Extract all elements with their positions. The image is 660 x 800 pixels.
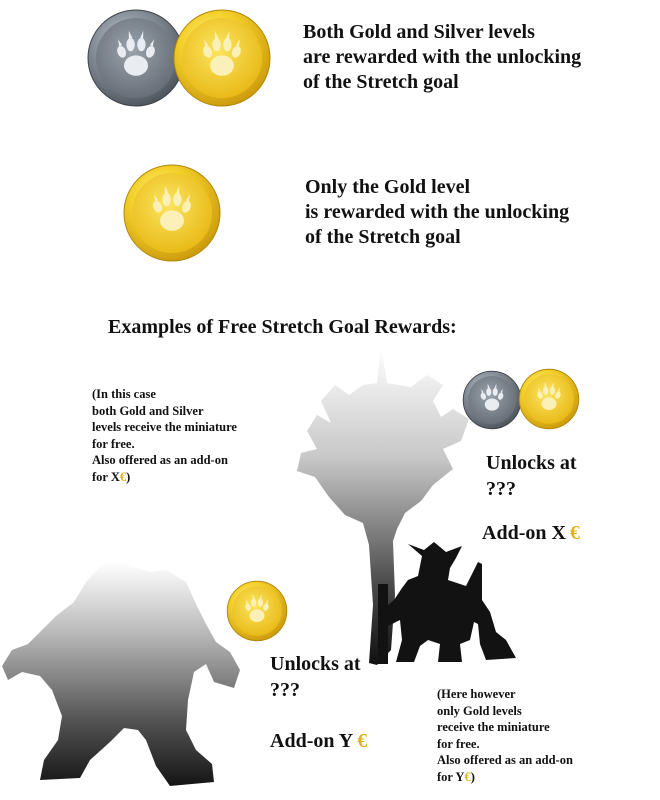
silver-coin xyxy=(462,370,522,430)
euro-symbol: € xyxy=(464,769,471,784)
gold-coin xyxy=(226,580,288,642)
tier-2-description: Only the Gold level is rewarded with the unlocking of the Stretch goal xyxy=(305,176,570,248)
example-1-note: (In this case both Gold and Silver levels receive the miniature for free. Also offered as an add-on for X€) xyxy=(92,387,237,484)
euro-symbol: € xyxy=(357,730,368,752)
example-2-unlocks: Unlocks at ??? xyxy=(270,653,361,701)
gold-coin xyxy=(122,163,222,263)
example-1-unlocks: Unlocks at ??? xyxy=(486,452,577,500)
gold-coin xyxy=(172,8,272,108)
miniature-silhouette-2 xyxy=(0,560,245,790)
example-1-addon: Add-on X € xyxy=(482,522,580,544)
silver-coin xyxy=(86,8,186,108)
examples-heading: Examples of Free Stretch Goal Rewards: xyxy=(108,316,457,338)
tier-1-description: Both Gold and Silver levels are rewarded with the unlocking of the Stretch goal xyxy=(303,21,582,93)
miniature-silhouette-goblin xyxy=(378,540,518,665)
example-2-addon: Add-on Y € xyxy=(270,730,368,752)
gold-coin xyxy=(518,368,580,430)
example-2-note: (Here however only Gold levels receive the miniature for free. Also offered as an add-on for Y€) xyxy=(437,687,573,784)
euro-symbol: € xyxy=(119,469,127,484)
euro-symbol: € xyxy=(569,522,580,544)
